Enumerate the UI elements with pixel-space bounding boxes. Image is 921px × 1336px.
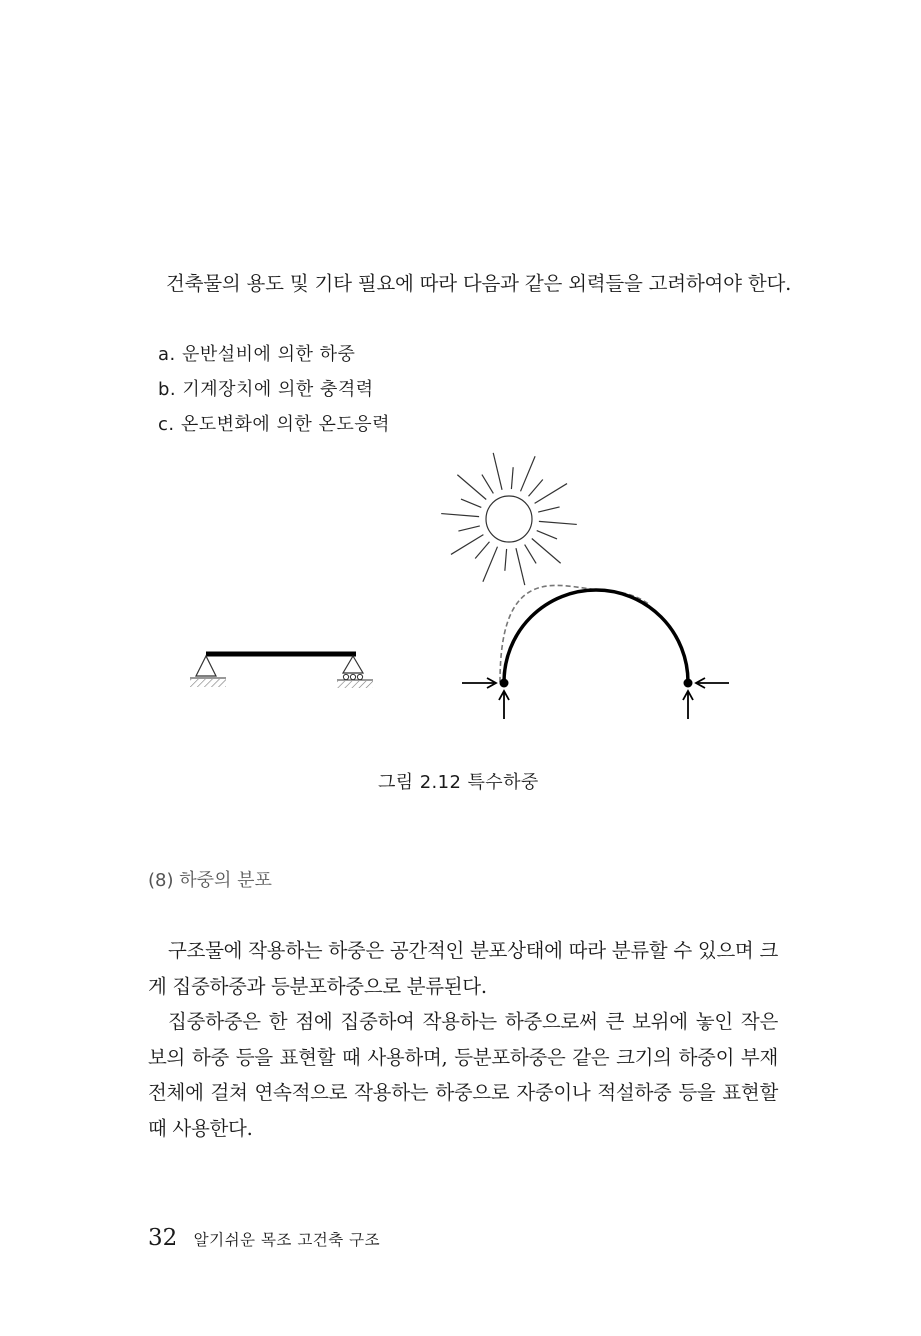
sun-ray	[458, 526, 479, 531]
page-footer	[148, 1225, 380, 1251]
simple-beam	[190, 654, 373, 688]
sun-ray	[451, 535, 483, 555]
sun-ray	[483, 547, 498, 582]
sun-ray	[505, 549, 507, 571]
body-text	[148, 933, 778, 1146]
sun-ray	[539, 521, 577, 524]
figure-caption: 그림 2.12 특수하중	[378, 772, 539, 793]
sun-ray	[538, 507, 559, 512]
section-heading: (8) 하중의 분포	[148, 870, 272, 891]
sun-ray	[511, 467, 513, 489]
intro-text: 건축물의 용도 및 기타 필요에 따라 다음과 같은 외력들을 고려하여야 한다.	[166, 272, 792, 295]
paragraph: 구조물에 작용하는 하중은 공간적인 분포상태에 따라 분류할 수 있으며 크게 집중하중과 등분포하중으로 분류된다.	[148, 939, 778, 998]
sun-ray	[441, 514, 479, 517]
list-item: b. 기계장치에 의한 충격력	[158, 379, 374, 400]
section-heading-cropped	[148, 870, 298, 891]
sun-ray	[482, 475, 493, 494]
sun-ray	[525, 545, 536, 564]
sun-ray	[457, 475, 486, 500]
book-title: 알기쉬운 목조 고건축 구조	[193, 1231, 381, 1249]
sun-ray	[532, 539, 561, 564]
sun-ray	[535, 484, 567, 504]
paragraph: 집중하중은 한 점에 집중하여 작용하는 하중으로써 큰 보위에 놓인 작은 보의 하중 등을 표현할 때 사용하며, 등분포하중은 같은 크기의 하중이 부재 전체에 걸쳐 연속적으로 작용하는 하중으로 자중이나 적설하중 등을 표현할 때 사용한다.	[148, 1010, 778, 1140]
arch-thermal-expansion	[462, 585, 729, 719]
list-item: a. 운반설비에 의한 하중	[158, 344, 356, 365]
sun-ray	[529, 480, 543, 497]
sun-ray	[461, 499, 481, 507]
sun-ray	[516, 548, 525, 585]
page-number: 32	[148, 1225, 178, 1251]
sun-ray	[475, 542, 489, 559]
list-item: c. 온도변화에 의한 온도응력	[158, 414, 391, 435]
sun-ray	[537, 531, 557, 539]
sun-ray	[493, 453, 502, 490]
sun-ray	[521, 456, 536, 491]
sun-icon	[441, 453, 577, 585]
